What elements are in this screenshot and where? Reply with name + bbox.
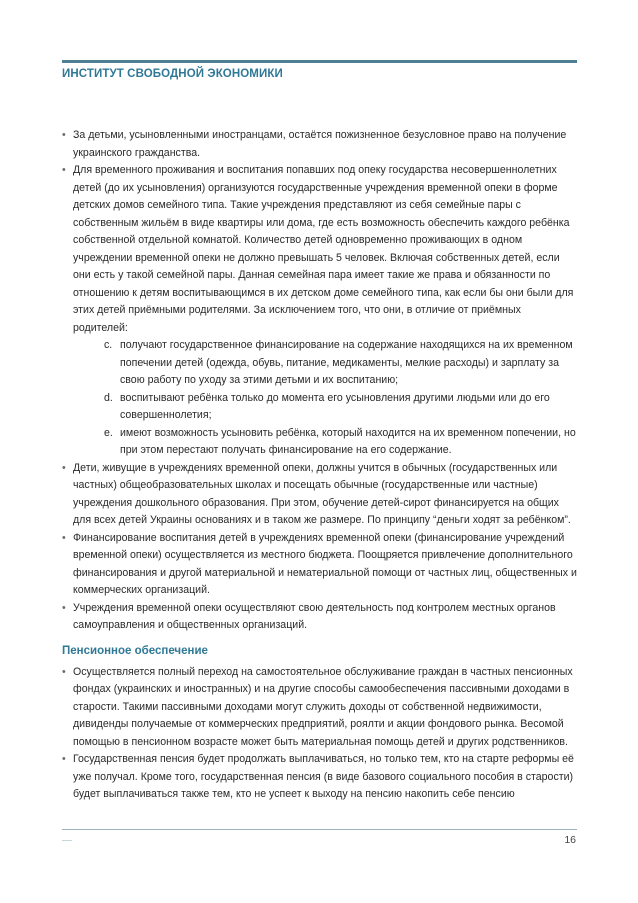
- page-number: 16: [564, 834, 576, 846]
- sub-list-marker: e.: [104, 426, 113, 439]
- header-rule: [62, 60, 577, 63]
- sub-list-marker: c.: [104, 339, 113, 351]
- list-item: • Государственная пенсия будет продолжать выплачиваться, но только тем, кто на старте реформы её уже получал. Кроме того, государственная пенсия (в виде базового социального пособия в старости) будет выплачиваться также тем, кто не успеет к выходу на пенсию накопить себе пенсию: [62, 751, 578, 804]
- list-item: • Финансирование воспитания детей в учреждениях временной опеки (финансирование учреждений временной опеки) осуществляется из местного бюджета. Поощряется привлечение дополнительного финансирования и другой материальной и нематериальной помощи от частных лиц, общественных и коммерческих организаций.: [62, 530, 578, 600]
- header-title: ИНСТИТУТ СВОБОДНОЙ ЭКОНОМИКИ: [62, 68, 283, 80]
- footer-rule: [62, 829, 577, 830]
- section-heading-pension: Пенсионное обеспечение: [62, 644, 208, 657]
- page-content: [62, 127, 578, 804]
- sub-list-item: e. имеют возможность усыновить ребёнка, который находится на их временном попечении, но при этом перестают получать финансирование на его содержание.: [104, 426, 576, 456]
- list-item: • За детьми, усыновленными иностранцами, остаётся пожизненное безусловное право на получение украинского гражданства.: [62, 127, 578, 162]
- sub-list-marker: d.: [104, 391, 113, 404]
- sub-list-item: d. воспитывают ребёнка только до момента его усыновления другими людьми или до его совершеннолетия;: [104, 391, 550, 421]
- list-item: • Осуществляется полный переход на самостоятельное обслуживание граждан в частных пенсионных фондах (украинских и иностранных) и на другие способы самообеспечения пассивными доходами в старости. Такими пассивными доходами могут служить доходы от собственной недвижимости, дивиденды получаемые от коммерческих предприятий, роялти и акции фондового рынка. Весомой помощью в пенсионном возрасте может быть материальная помощь детей и других родственников.: [62, 664, 578, 752]
- list-item: • Учреждения временной опеки осуществляют свою деятельность под контролем местных органов самоуправления и общественных организаций.: [62, 600, 578, 635]
- sub-list-item: c. получают государственное финансирование на содержание находящихся на их временном попечении детей (одежда, обувь, питание, медикаменты, мелкие расходы) и зарплату за свою работу по уходу за этими детьми и их воспитанию;: [104, 339, 573, 386]
- footer-mark: [62, 840, 72, 841]
- list-item: • Дети, живущие в учреждениях временной опеки, должны учится в обычных (государственных или частных) общеобразовательных школах и посещать обычные (государственные или частные) учреждения дошкольного образования. При этом, обучение детей-сирот финансируется на общих для всех детей Украины основаниях и в таком же размере. По принципу “деньги ходят за ребёнком”.: [62, 460, 578, 530]
- list-item: • Для временного проживания и воспитания попавших под опеку государства несовершеннолетних детей (до их усыновления) организуются государственные учреждения временной опеки в форме детских домов семейного типа. Такие учреждения представляют из себя семейные пары с собственным жильём в виде квартиры или дома, где есть возможность обеспечить каждого ребёнка собственной отдельной комнатой. Количество детей одновременно проживающих в одном учреждении временной опеки не должно превышать 5 человек. Включая собственных детей, если они есть у такой семейной пары. Данная семейная пара имеет такие же права и обязанности по отношению к детям воспитывающимся в их детском доме семейного типа, как если бы они были для этих детей приёмными родителями. За исключением того, что они, в отличие от приёмных родителей:: [62, 162, 578, 337]
